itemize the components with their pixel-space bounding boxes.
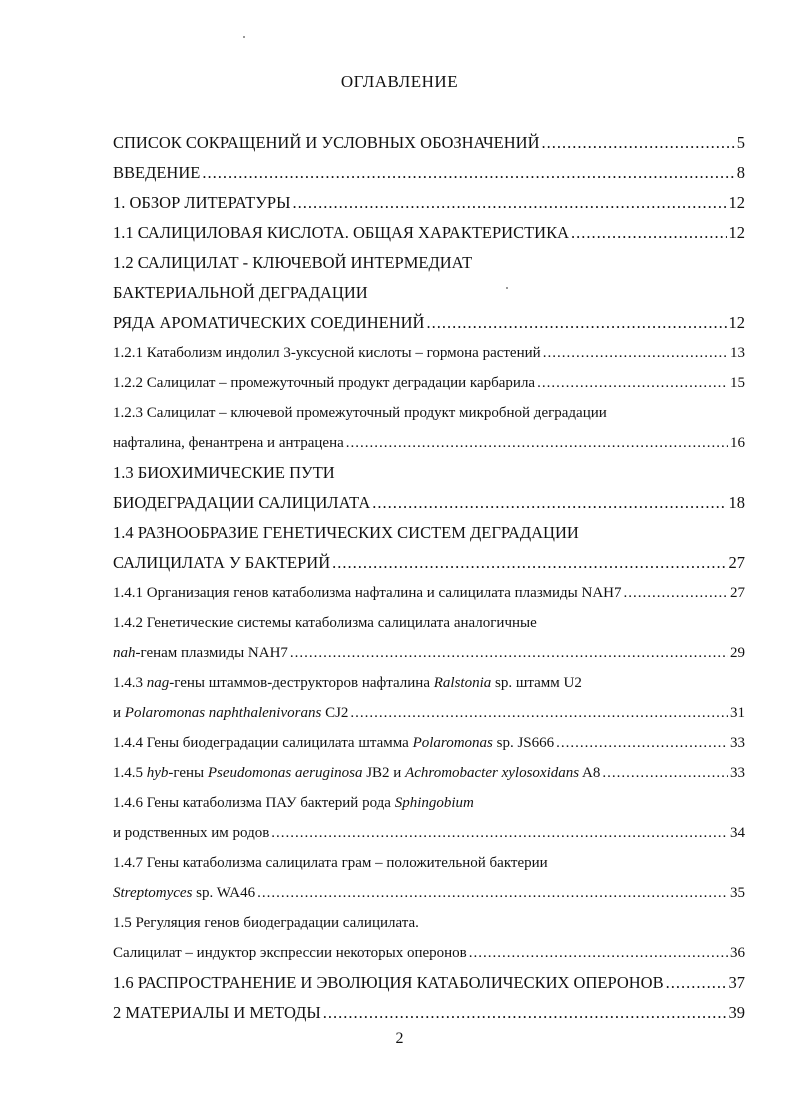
toc-leader-dots <box>332 548 726 578</box>
toc-entry-title: РЯДА АРОМАТИЧЕСКИХ СОЕДИНЕНИЙ <box>113 313 425 332</box>
toc-leader-dots <box>542 128 735 158</box>
toc-leader-dots <box>537 368 728 398</box>
toc-entry[interactable] <box>113 128 745 158</box>
toc-leader-dots <box>293 188 727 218</box>
toc-entry-title: 1.4 РАЗНООБРАЗИЕ ГЕНЕТИЧЕСКИХ СИСТЕМ ДЕГРАДАЦИИ <box>113 523 579 542</box>
toc-entry-page: 12 <box>728 193 745 212</box>
toc-leader-dots <box>350 698 728 728</box>
toc-entry[interactable] <box>113 668 745 698</box>
toc-entry[interactable] <box>113 278 745 308</box>
toc-entry-title: nah-генам плазмиды NAH7 <box>113 645 288 661</box>
toc-entry-title: и родственных им родов <box>113 825 270 841</box>
toc-entry[interactable] <box>113 908 745 938</box>
toc-leader-dots <box>602 758 728 788</box>
toc-entry-title: 1.4.5 hyb-гены Pseudomonas aeruginosa JB2 и Achromobacter xylosoxidans A8 <box>113 765 601 781</box>
toc-entry-title: 1.4.1 Организация генов катаболизма нафталина и салицилата плазмиды NAH7 <box>113 585 622 601</box>
toc-leader-dots <box>543 338 728 368</box>
toc-entry-page: 33 <box>730 765 745 781</box>
toc-entry[interactable] <box>113 158 745 188</box>
toc-entry-page: 27 <box>730 585 745 601</box>
toc-entry-page: 31 <box>730 705 745 721</box>
toc-entry[interactable] <box>113 428 745 458</box>
toc-leader-dots <box>323 998 727 1028</box>
toc-entry-title: и Polaromonas naphthalenivorans CJ2 <box>113 705 349 721</box>
toc-entry-title: 1.5 Регуляция генов биодеградации салицилата. <box>113 915 419 931</box>
toc-entry-title: ВВЕДЕНИЕ <box>113 163 201 182</box>
toc-entry-page: 27 <box>728 553 745 572</box>
toc-entry[interactable] <box>113 878 745 908</box>
toc-leader-dots <box>624 578 728 608</box>
toc-entry-title: САЛИЦИЛАТА У БАКТЕРИЙ <box>113 553 331 572</box>
toc-entry[interactable] <box>113 248 745 278</box>
toc-entry-title: 1.4.6 Гены катаболизма ПАУ бактерий рода Sphingobium <box>113 795 474 811</box>
toc-leader-dots <box>556 728 728 758</box>
toc-entry-title: 1.3 БИОХИМИЧЕСКИЕ ПУТИ <box>113 463 335 482</box>
toc-entry-title: БАКТЕРИАЛЬНОЙ ДЕГРАДАЦИИ <box>113 283 368 302</box>
toc-entry-page: 33 <box>730 735 745 751</box>
toc-entry-title: 1.4.7 Гены катаболизма салицилата грам – положительной бактерии <box>113 855 548 871</box>
toc-entry-title: 1.2.3 Салицилат – ключевой промежуточный продукт микробной деградации <box>113 405 607 421</box>
toc-entry-title: 1. ОБЗОР ЛИТЕРАТУРЫ <box>113 193 291 212</box>
toc-leader-dots <box>202 158 734 188</box>
toc-entry[interactable] <box>113 608 745 638</box>
toc-entry-page: 34 <box>730 825 745 841</box>
toc-entry-title: Салицилат – индуктор экспрессии некоторых оперонов <box>113 945 467 961</box>
toc-entry-page: 12 <box>728 313 745 332</box>
toc-entry-page: 13 <box>730 345 745 361</box>
toc-entry-title: 1.6 РАСПРОСТРАНЕНИЕ И ЭВОЛЮЦИЯ КАТАБОЛИЧЕСКИХ ОПЕРОНОВ <box>113 973 664 992</box>
toc-entry-title: СПИСОК СОКРАЩЕНИЙ И УСЛОВНЫХ ОБОЗНАЧЕНИЙ <box>113 133 540 152</box>
toc-leader-dots <box>666 968 727 998</box>
toc-entry[interactable] <box>113 968 745 998</box>
toc-entry-title: 2 МАТЕРИАЛЫ И МЕТОДЫ <box>113 1003 321 1022</box>
toc-entry-title: 1.4.2 Генетические системы катаболизма салицилата аналогичные <box>113 615 537 631</box>
toc-entry[interactable] <box>113 938 745 968</box>
toc-entry[interactable] <box>113 338 745 368</box>
toc-entry-page: 37 <box>728 973 745 992</box>
toc-entry-title: 1.1 САЛИЦИЛОВАЯ КИСЛОТА. ОБЩАЯ ХАРАКТЕРИСТИКА <box>113 223 570 242</box>
toc-entry[interactable] <box>113 398 745 428</box>
toc-entry-page: 8 <box>736 163 745 182</box>
toc-entry-title: 1.2 САЛИЦИЛАТ - КЛЮЧЕВОЙ ИНТЕРМЕДИАТ <box>113 253 473 272</box>
toc-entry[interactable] <box>113 998 745 1028</box>
page-number-footer: 2 <box>395 1030 404 1047</box>
toc-entry-title: 1.4.3 nag-гены штаммов-деструкторов нафталина Ralstonia sp. штамм U2 <box>113 675 582 691</box>
toc-entry[interactable] <box>113 368 745 398</box>
toc-leader-dots <box>469 938 728 968</box>
toc-entry-page: 29 <box>730 645 745 661</box>
toc-entry-page: 15 <box>730 375 745 391</box>
toc-leader-dots <box>571 218 726 248</box>
page-title: ОГЛАВЛЕНИЕ <box>340 72 459 91</box>
table-of-contents <box>113 128 745 1028</box>
toc-entry[interactable] <box>113 788 745 818</box>
toc-leader-dots <box>426 308 726 338</box>
toc-entry[interactable] <box>113 818 745 848</box>
toc-entry-title: 1.2.1 Катаболизм индолил 3-уксусной кислоты – гормона растений <box>113 345 541 361</box>
toc-leader-dots <box>346 428 728 458</box>
toc-entry-title: 1.2.2 Салицилат – промежуточный продукт деградации карбарила <box>113 375 536 391</box>
toc-entry[interactable] <box>113 848 745 878</box>
toc-entry[interactable] <box>113 458 745 488</box>
toc-entry-page: 12 <box>728 223 745 242</box>
toc-entry-title: БИОДЕГРАДАЦИИ САЛИЦИЛАТА <box>113 493 371 512</box>
toc-entry-page: 18 <box>728 493 745 512</box>
toc-entry[interactable] <box>113 308 745 338</box>
toc-entry-title: Streptomyces sp. WA46 <box>113 885 256 901</box>
toc-entry-title: нафталина, фенантрена и антрацена <box>113 435 344 451</box>
toc-entry[interactable] <box>113 638 745 668</box>
toc-entry-page: 35 <box>730 885 745 901</box>
toc-entry[interactable] <box>113 728 745 758</box>
toc-leader-dots <box>271 818 728 848</box>
toc-entry[interactable] <box>113 188 745 218</box>
toc-entry[interactable] <box>113 218 745 248</box>
toc-entry-page: 5 <box>736 133 745 152</box>
toc-entry[interactable] <box>113 548 745 578</box>
toc-entry-page: 16 <box>730 435 745 451</box>
toc-entry[interactable] <box>113 578 745 608</box>
toc-entry[interactable] <box>113 518 745 548</box>
toc-entry-page: 36 <box>730 945 745 961</box>
toc-entry[interactable] <box>113 758 745 788</box>
toc-entry[interactable] <box>113 698 745 728</box>
toc-entry-page: 39 <box>728 1003 745 1022</box>
scan-speck <box>243 36 245 38</box>
toc-leader-dots <box>372 488 726 518</box>
toc-entry-title: 1.4.4 Гены биодеградации салицилата штамма Polaromonas sp. JS666 <box>113 735 555 751</box>
toc-entry[interactable] <box>113 488 745 518</box>
toc-leader-dots <box>257 878 728 908</box>
toc-leader-dots <box>290 638 728 668</box>
